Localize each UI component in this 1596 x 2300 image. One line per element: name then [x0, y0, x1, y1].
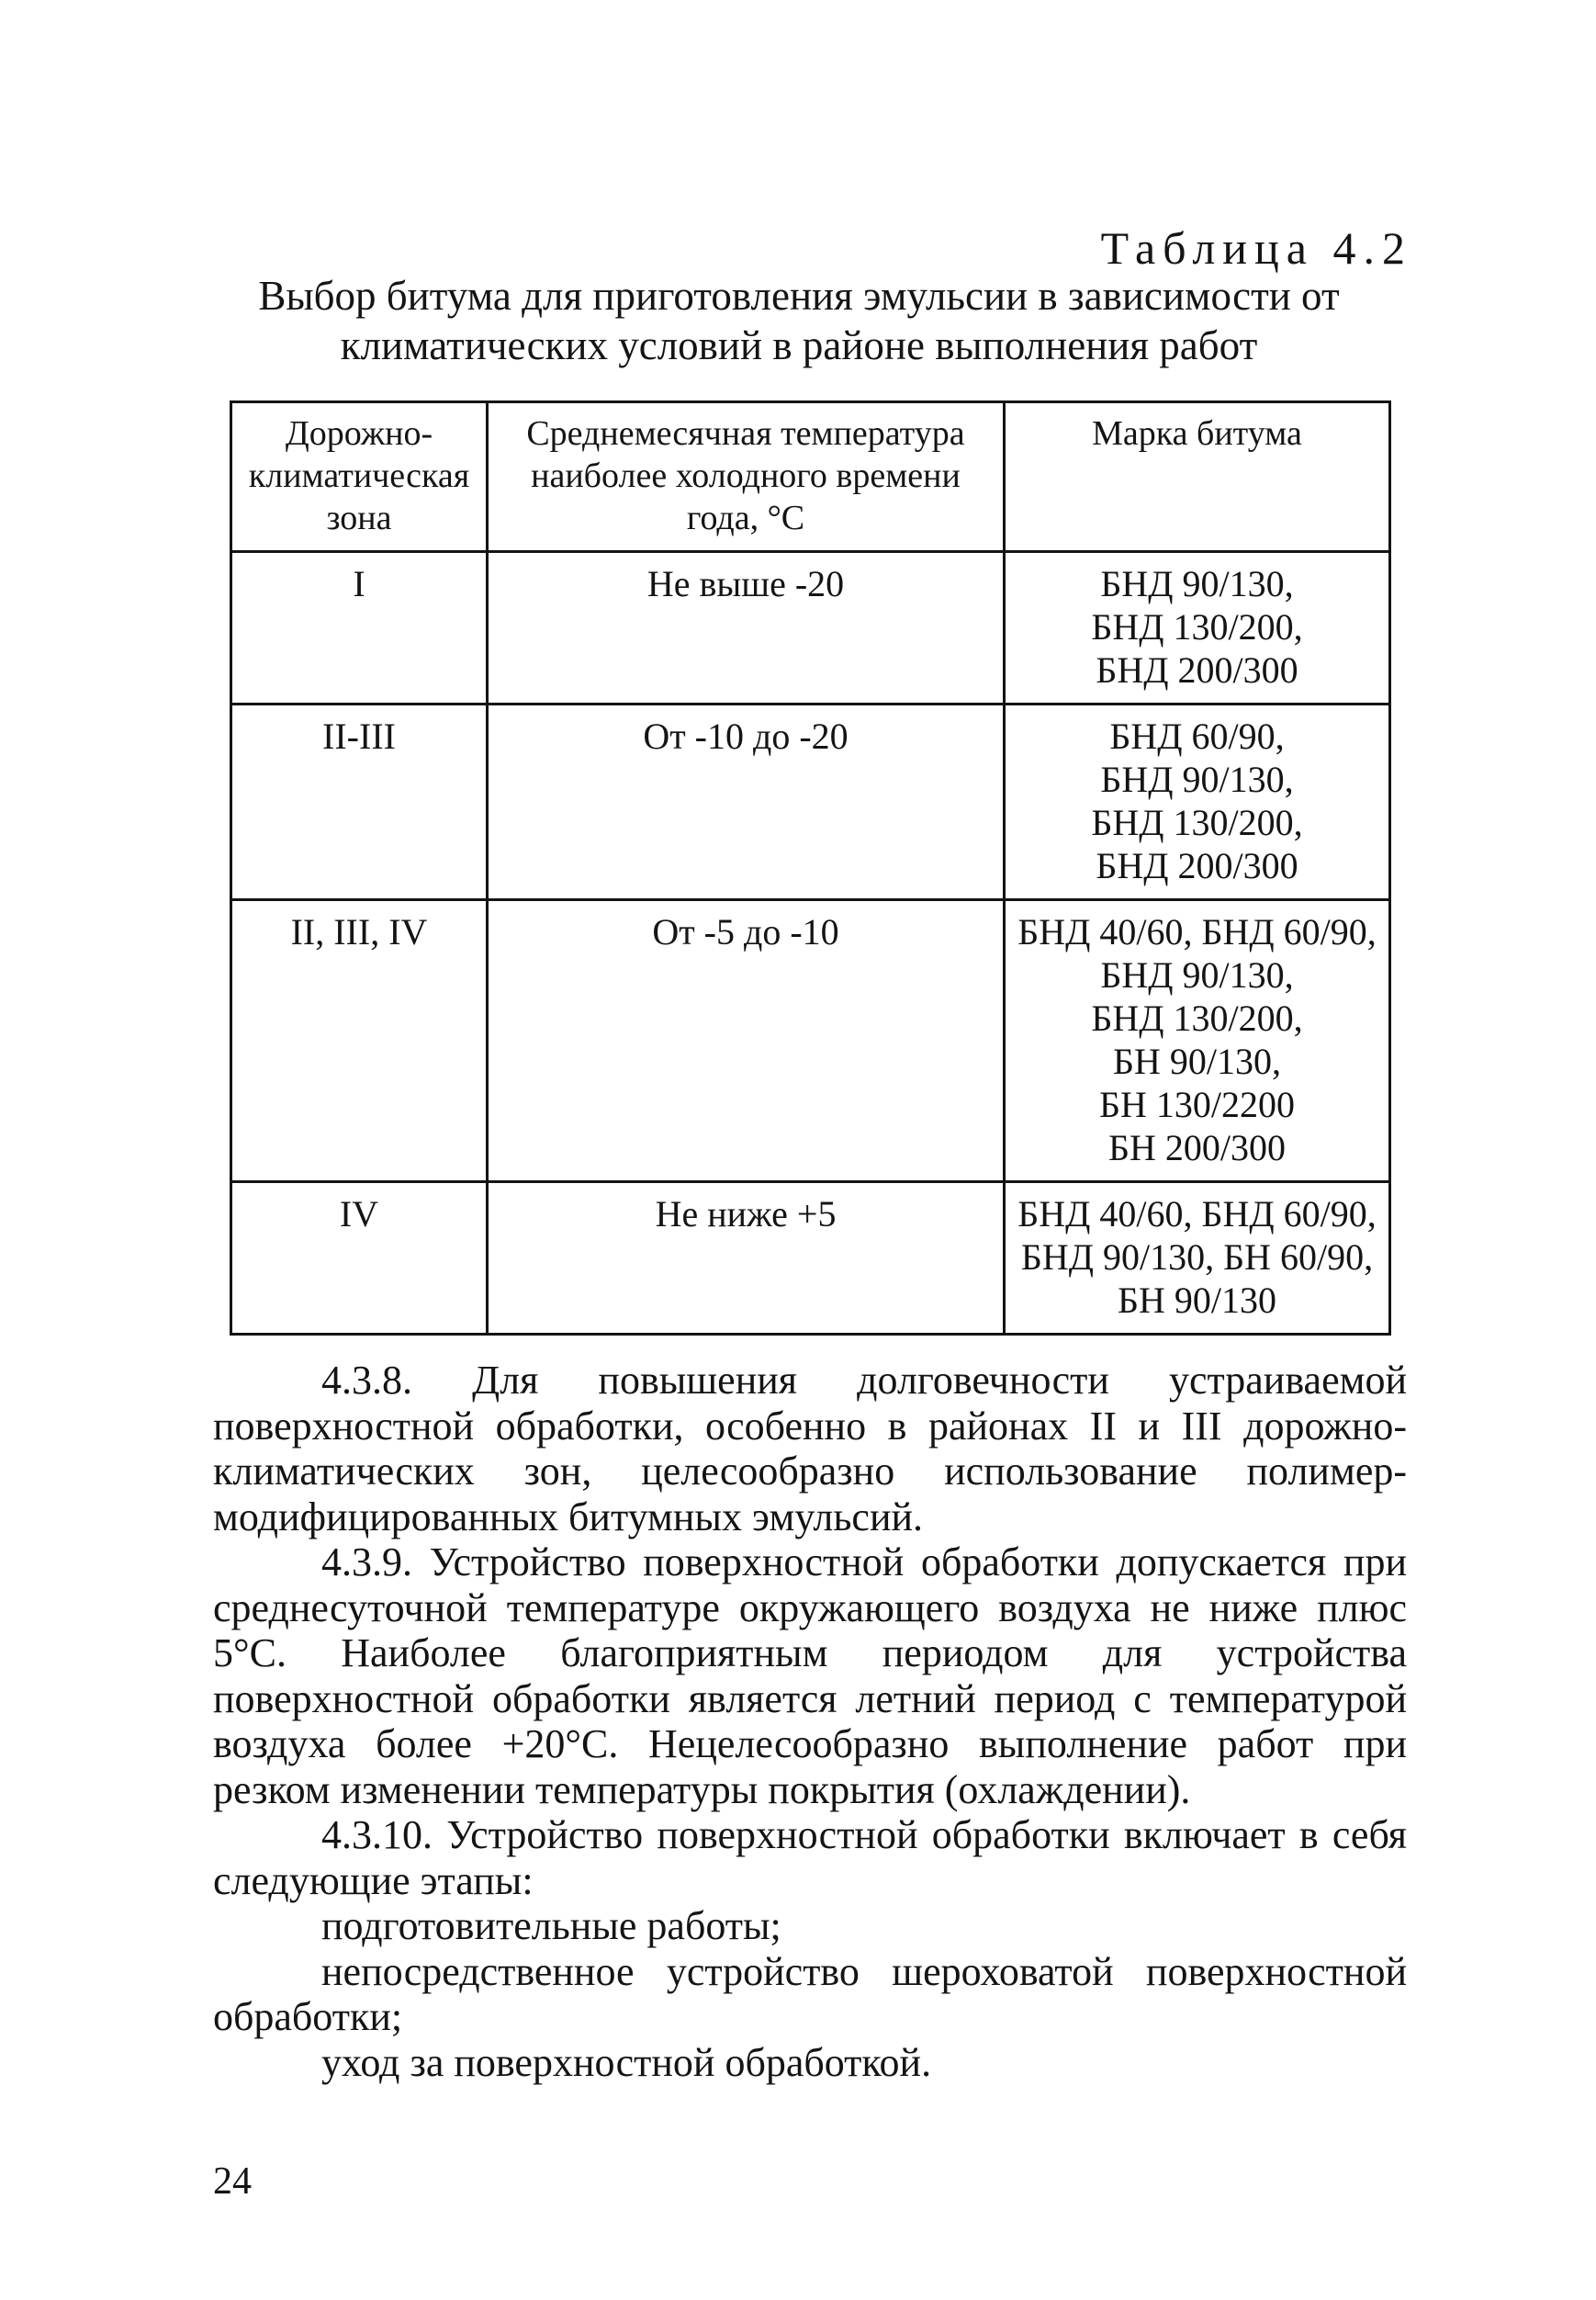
brand-line: БНД 130/200,	[1091, 606, 1303, 648]
table-label: Таблица 4.2	[1100, 222, 1412, 274]
brand-line: БНД 200/300	[1096, 649, 1298, 691]
brand-line: БНД 130/200,	[1091, 802, 1303, 843]
brand-line: БН 90/130	[1118, 1280, 1276, 1321]
cell-temperature: От -10 до -20	[488, 705, 1005, 900]
brand-line: БНД 60/90,	[1109, 716, 1285, 757]
brand-line: БНД 90/130,	[1100, 759, 1294, 800]
cell-zone: I	[231, 552, 488, 705]
stage-item: непосредственное устройство шероховатой поверхностной обработки;	[213, 1948, 1407, 2039]
cell-brands	[1005, 705, 1390, 900]
cell-brands	[1005, 1182, 1390, 1335]
cell-zone: II-III	[231, 705, 488, 900]
brand-line: БНД 90/130, БН 60/90,	[1020, 1236, 1374, 1278]
table-body	[231, 552, 1390, 1335]
paragraph-4-3-8: 4.3.8. Для повышения долговечности устраиваемой поверхностной обработки, особенно в районах II и III дорожно-климатических зон, целесообразно использование полимер-модифицированных битумных эмульсий.	[213, 1358, 1407, 1539]
cell-zone: IV	[231, 1182, 488, 1335]
stage-item: подготовительные работы;	[321, 1903, 781, 1948]
brand-line: БН 200/300	[1108, 1127, 1286, 1168]
header-brand: Марка битума	[1005, 402, 1390, 552]
brand-line: БНД 90/130,	[1100, 563, 1294, 604]
table-row	[231, 1182, 1390, 1335]
body-text	[213, 1358, 1407, 2085]
paragraph-4-3-9: 4.3.9. Устройство поверхностной обработки допускается при среднесуточной температуре окружающего воздуха не ниже плюс 5°С. Наиболее благоприятным периодом для устройства поверхностной обработки является летний период с температурой воздуха более +20°С. Нецелесообразно выполнение работ при резком изменении температуры покрытия (охлаждении).	[213, 1539, 1407, 1812]
brand-line: БНД 200/300	[1096, 845, 1298, 886]
brand-line: БНД 90/130,	[1100, 954, 1294, 996]
cell-brands	[1005, 552, 1390, 705]
table-header-row	[231, 402, 1390, 552]
brand-line: БН 90/130,	[1113, 1041, 1281, 1082]
brand-line: БНД 40/60, БНД 60/90,	[1017, 911, 1377, 953]
table-row	[231, 900, 1390, 1182]
bitumen-selection-table	[230, 400, 1391, 1336]
brand-line: БНД 130/200,	[1091, 998, 1303, 1039]
stage-item: уход за поверхностной обработкой.	[321, 2039, 932, 2085]
cell-temperature: От -5 до -10	[488, 900, 1005, 1182]
header-temperature: Среднемесячная температура наиболее холодного времени года, °С	[488, 402, 1005, 552]
cell-brands	[1005, 900, 1390, 1182]
cell-temperature: Не ниже +5	[488, 1182, 1005, 1335]
cell-temperature: Не выше -20	[488, 552, 1005, 705]
bitumen-table-container	[230, 400, 1388, 1336]
paragraph-4-3-10: 4.3.10. Устройство поверхностной обработки включает в себя следующие этапы:	[213, 1812, 1407, 1903]
brand-line: БНД 40/60, БНД 60/90,	[1017, 1193, 1377, 1235]
cell-zone: II, III, IV	[231, 900, 488, 1182]
table-title-line: Выбор битума для приготовления эмульсии в зависимости от	[258, 273, 1340, 319]
table-title	[184, 271, 1414, 370]
table-row	[231, 552, 1390, 705]
table-title-line: климатических условий в районе выполнения работ	[340, 322, 1258, 368]
page-number: 24	[213, 2160, 252, 2203]
header-zone: Дорожно-климатическая зона	[231, 402, 488, 552]
table-row	[231, 705, 1390, 900]
brand-line: БН 130/2200	[1099, 1084, 1295, 1125]
